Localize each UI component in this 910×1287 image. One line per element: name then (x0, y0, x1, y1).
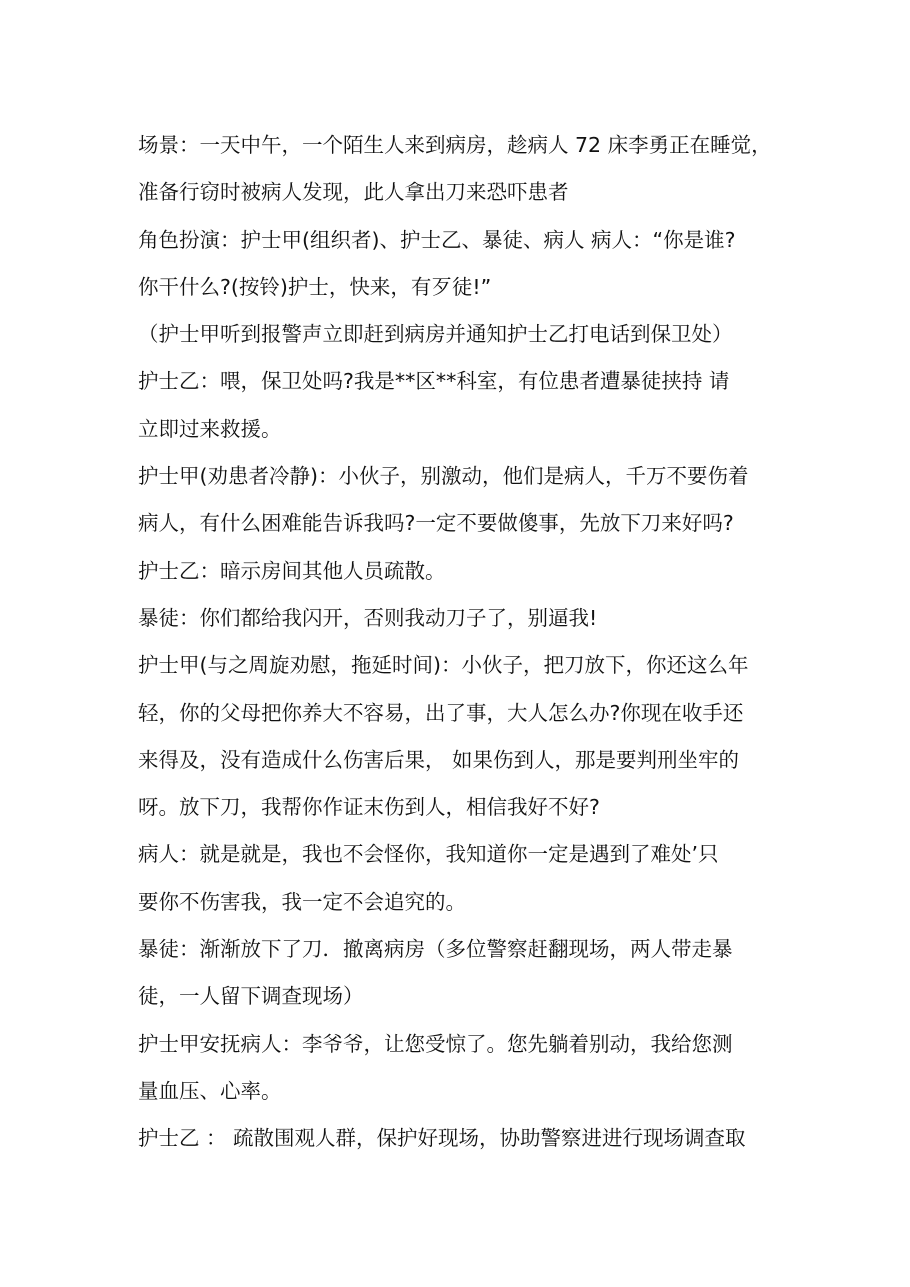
document-body (138, 122, 788, 1163)
text-line: 角色扮演：护士甲(组织者)、护士乙、暴徒、病人 病人：“你是谁? (138, 227, 736, 252)
text-line: 病人，有什么困难能告诉我吗?一定不要做傻事，先放下刀来好吗? (138, 511, 734, 536)
text-line: 护士甲安抚病人：李爷爷，让您受惊了。您先躺着别动，我给您测 (138, 1031, 733, 1056)
text-line: 护士甲(与之周旋劝慰，拖延时间)：小伙子，把刀放下，你还这么年 (138, 653, 749, 678)
text-line: 呀。放下刀，我帮你作证末伤到人，相信我好不好? (138, 795, 600, 820)
text-line: 暴徒：你们都给我闪开，否则我动刀子了，别逼我! (138, 605, 598, 630)
text-line: 护士乙：喂，保卫处吗?我是**区**科室，有位患者遭暴徒挟持 请 (138, 369, 730, 394)
text-line: 暴徒：渐渐放下了刀．撤离病房（多位警察赶翻现场，两人带走暴 (138, 937, 733, 962)
text-line: 轻，你的父母把你养大不容易，出了事，大人怎么办?你现在收手还 (138, 700, 744, 725)
text-line: 病人：就是就是，我也不会怪你，我知道你一定是遇到了难处’只 (138, 842, 719, 867)
text-line: 护士甲(劝患者冷静)：小伙子，别激动，他们是病人，千万不要伤着 (138, 464, 749, 489)
text-line: 量血压、心率。 (138, 1078, 282, 1103)
text-line: 场景：一天中午，一个陌生人来到病房，趁病人 72 床李勇正在睡觉， (138, 133, 772, 157)
text-line: 你干什么?(按铃)护士，快来，有歹徒!” (138, 274, 492, 299)
text-line: 来得及，没有造成什么伤害后果， 如果伤到人，那是要判刑坐牢的 (138, 747, 740, 772)
text-line: 护士乙 ： 疏散围观人群，保护好现场，协助警察进进行现场调查取 (138, 1126, 746, 1151)
text-line: 护士乙：暗示房间其他人员疏散。 (138, 558, 446, 583)
text-line: 准备行窃时被病人发现，此人拿出刀来恐吓患者 (138, 180, 569, 205)
text-line: 要你不伤害我，我一定不会追究的。 (138, 889, 466, 914)
text-line: 立即过来救援。 (138, 416, 282, 441)
text-line: （护士甲听到报警声立即赶到病房并通知护士乙打电话到保卫处） (138, 322, 733, 347)
text-line: 徒，一人留下调查现场） (138, 984, 364, 1009)
